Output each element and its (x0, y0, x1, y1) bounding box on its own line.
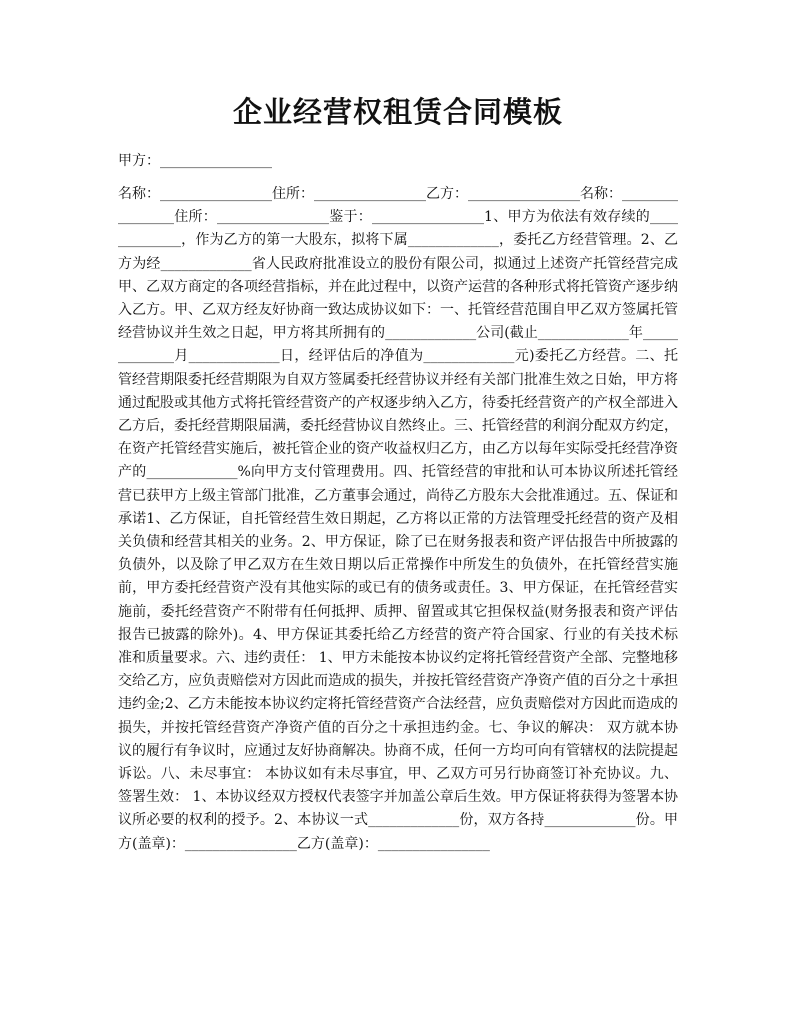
party-a-line: 甲方：________________ (118, 153, 272, 169)
contract-body: 名称：________________住所：________________乙方：________________名称：________________住所：________________鉴于：________________1、甲方为依法有效存续的_____________，作为乙方的第一大股东，拟将下属_____________，委托乙方经营管理。2、乙方为经_____________省人民政府批准设立的股份有限公司，拟通过上述资产托管经营完成甲、乙双方商定的各项经营指标，并在此过程中，以资产运营的各种形式将托管资产逐步纳入乙方。甲、乙双方经友好协商一致达成协议如下：一、托管经营范围自甲乙双方签属托管经营协议并生效之日起，甲方将其所拥有的_____________公司(截止_____________年_____________月_____________日，经评估后的净值为_____________元)委托乙方经营。二、托管经营期限委托经营期限为自双方签属委托经营协议并经有关部门批准生效之日始，甲方将通过配股或其他方式将托管经营资产的产权逐步纳入乙方，待委托经营资产的产权全部进入乙方后，委托经营期限届满，委托经营协议自然终止。三、托管经营的利润分配双方约定，在资产托管经营实施后，被托管企业的资产收益权归乙方，由乙方以每年实际受托经营净资产的_____________%向甲方支付管理费用。四、托管经营的审批和认可本协议所述托管经营已获甲方上级主管部门批准，乙方董事会通过，尚待乙方股东大会批准通过。五、保证和承诺1、乙方保证，自托管经营生效日期起，乙方将以正常的方法管理受托经营的资产及相关负债和经营其相关的业务。2、甲方保证，除了已在财务报表和资产评估报告中所披露的负债外，以及除了甲乙双方在生效日期以后正常操作中所发生的负债外，在托管经营实施前，甲方委托经营资产没有其他实际的或已有的债务或责任。3、甲方保证，在托管经营实施前，委托经营资产不附带有任何抵押、质押、留置或其它担保权益(财务报表和资产评估报告已披露的除外)。4、甲方保证其委托给乙方经营的资产符合国家、行业的有关技术标准和质量要求。六、违约责任： 1、甲方未能按本协议约定将托管经营资产全部、完整地移交给乙方，应负责赔偿对方因此而造成的损失，并按托管经营资产净资产值的百分之十承担违约金;2、乙方未能按本协议约定将托管经营资产合法经营，应负责赔偿对方因此而造成的损失，并按托管经营资产净资产值的百分之十承担违约金。七、争议的解决： 双方就本协议的履行有争议时，应通过友好协商解决。协商不成，任何一方均可向有管辖权的法院提起诉讼。八、未尽事宜： 本协议如有未尽事宜，甲、乙双方可另行协商签订补充协议。九、签署生效： 1、本协议经双方授权代表签字并加盖公章后生效。甲方保证将获得为签署本协议所必要的权利的授予。2、本协议一式_____________份，双方各持_____________份。甲方(盖章)：________________乙方(盖章)：________________ (118, 186, 678, 852)
document-title: 企业经营权租赁合同模板 (232, 95, 563, 129)
